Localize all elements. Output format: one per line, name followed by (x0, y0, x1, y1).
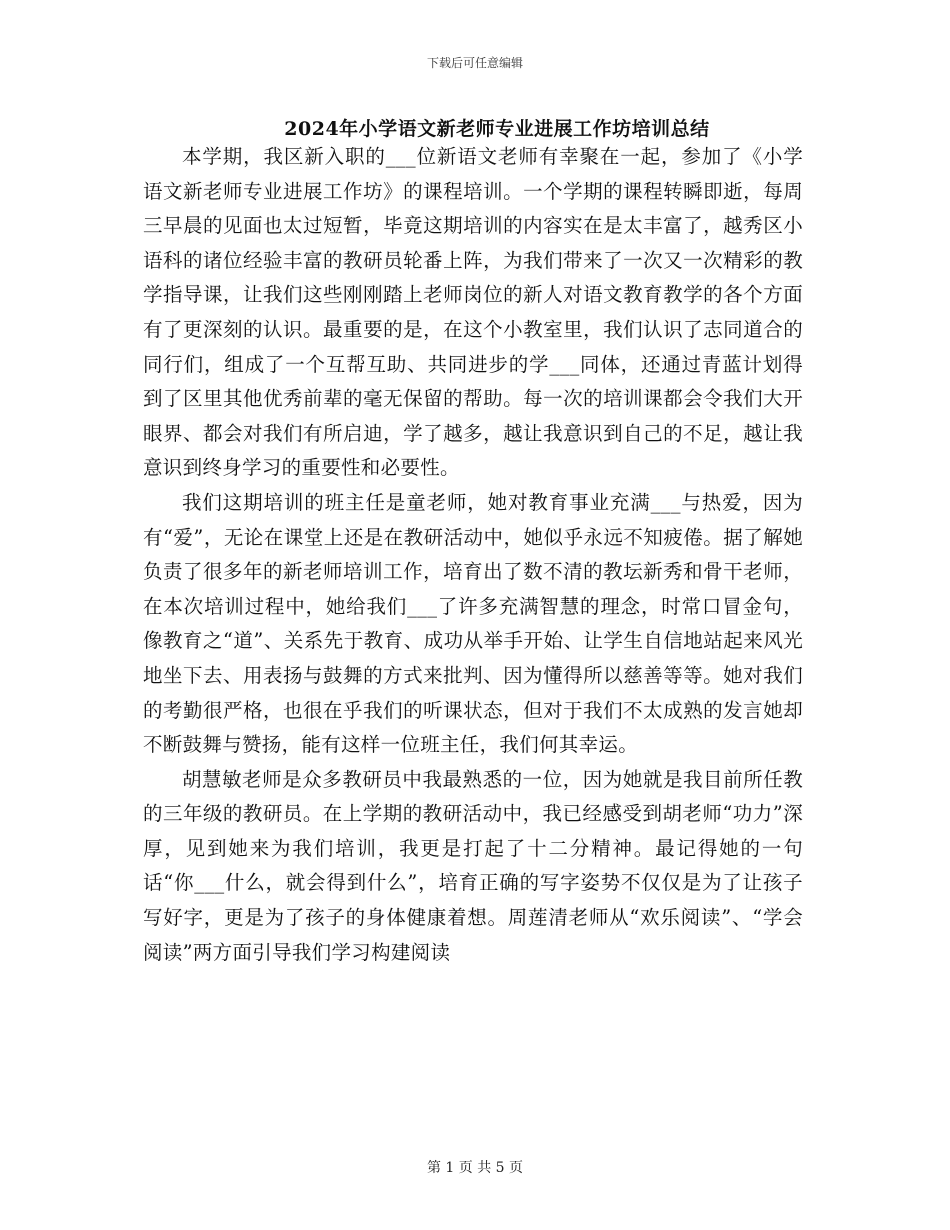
paragraph-2: 我们这期培训的班主任是童老师，她对教育事业充满___与热爱，因为有“爱”，无论在课堂上还是在教研活动中，她似乎永远不知疲倦。据了解她负责了很多年的新老师培训工作，培育出了数不清的教坛新秀和骨干老师，在本次培训过程中，她给我们___了许多充满智慧的理念，时常口冒金句，像教育之“道”、关系先于教育、成功从举手开始、让学生自信地站起来风光地坐下去、用表扬与鼓舞的方式来批判、因为懂得所以慈善等等。她对我们的考勤很严格，也很在乎我们的听课状态，但对于我们不太成熟的发言她却不断鼓舞与赞扬，能有这样一位班主任，我们何其幸运。 (143, 490, 803, 757)
paragraph-1: 本学期，我区新入职的___位新语文老师有幸聚在一起，参加了《小学语文新老师专业进展工作坊》的课程培训。一个学期的课程转瞬即逝，每周三早晨的见面也太过短暂，毕竟这期培训的内容实在是太丰富了，越秀区小语科的诸位经验丰富的教研员轮番上阵，为我们带来了一次又一次精彩的教学指导课，让我们这些刚刚踏上老师岗位的新人对语文教育教学的各个方面有了更深刻的认识。最重要的是，在这个小教室里，我们认识了志同道合的同行们，组成了一个互帮互助、共同进步的学___同体，还通过青蓝计划得到了区里其他优秀前辈的毫无保留的帮助。每一次的培训课都会令我们大开眼界、都会对我们有所启迪，学了越多，越让我意识到自己的不足，越让我意识到终身学习的重要性和必要性。 (143, 145, 803, 480)
page-indicator: 第 1 页 共 5 页 (426, 1160, 524, 1176)
document-title: 2024年小学语文新老师专业进展工作坊培训总结 (284, 118, 710, 140)
header-note: 下载后可任意编辑 (426, 56, 523, 70)
document-body (143, 140, 803, 970)
paragraph-3: 胡慧敏老师是众多教研员中我最熟悉的一位，因为她就是我目前所任教的三年级的教研员。在上学期的教研活动中，我已经感受到胡老师“功力”深厚，见到她来为我们培训，我更是打起了十二分精神。最记得她的一句话“你___什么，就会得到什么”，培育正确的写字姿势不仅仅是为了让孩子写好字，更是为了孩子的身体健康着想。周莲清老师从“欢乐阅读”、“学会阅读”两方面引导我们学习构建阅读 (143, 767, 803, 964)
